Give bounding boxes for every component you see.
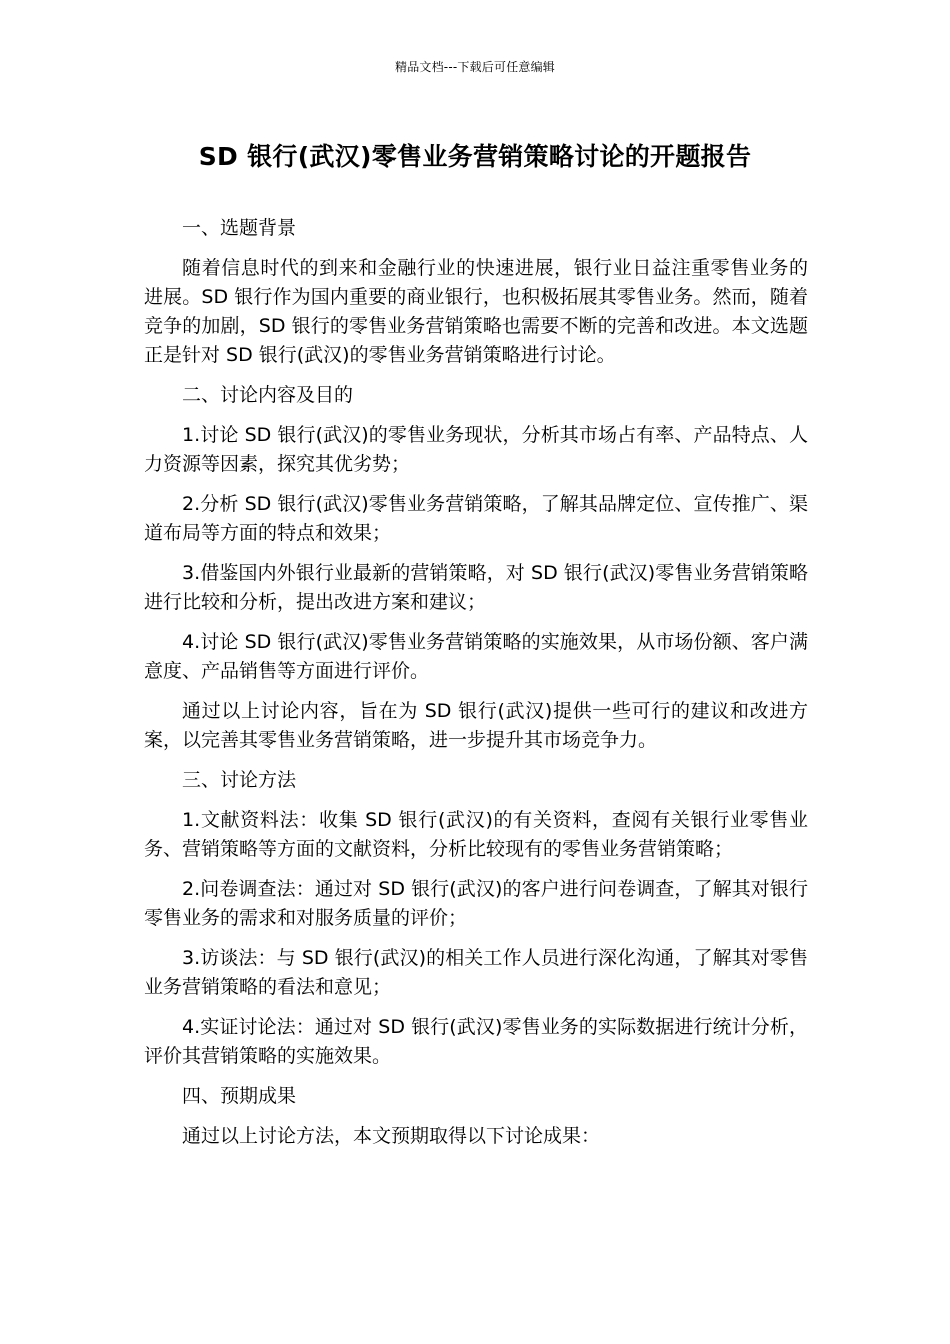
section-heading-expected-results: 四、预期成果 (182, 1085, 297, 1107)
method-item-1: 1.文献资料法：收集 SD 银行(武汉)的有关资料，查阅有关银行业零售业务、营销策略等方面的文献资料，分析比较现有的零售业务营销策略； (144, 809, 808, 860)
method-item-2: 2.问卷调查法：通过对 SD 银行(武汉)的客户进行问卷调查，了解其对银行零售业务的需求和对服务质量的评价； (144, 878, 808, 929)
method-item-4: 4.实证讨论法：通过对 SD 银行(武汉)零售业务的实际数据进行统计分析，评价其营销策略的实施效果。 (144, 1016, 808, 1067)
content-item-1: 1.讨论 SD 银行(武汉)的零售业务现状，分析其市场占有率、产品特点、人力资源等因素，探究其优劣势； (144, 424, 808, 475)
method-item-3: 3.访谈法：与 SD 银行(武汉)的相关工作人员进行深化沟通，了解其对零售业务营销策略的看法和意见； (144, 947, 808, 998)
section-heading-content-purpose: 二、讨论内容及目的 (182, 384, 354, 406)
paragraph-expected-results: 通过以上讨论方法，本文预期取得以下讨论成果： (182, 1125, 601, 1147)
document-body (144, 214, 808, 1162)
section-heading-background: 一、选题背景 (182, 217, 297, 239)
header-note: 精品文档---下载后可任意编辑 (395, 60, 555, 74)
content-item-4: 4.讨论 SD 银行(武汉)零售业务营销策略的实施效果，从市场份额、客户满意度、产品销售等方面进行评价。 (144, 631, 808, 682)
paragraph-purpose-summary: 通过以上讨论内容，旨在为 SD 银行(武汉)提供一些可行的建议和改进方案，以完善其零售业务营销策略，进一步提升其市场竞争力。 (144, 700, 808, 751)
paragraph-background: 随着信息时代的到来和金融行业的快速进展，银行业日益注重零售业务的进展。SD 银行作为国内重要的商业银行，也积极拓展其零售业务。然而，随着竞争的加剧，SD 银行的零售业务营销策略也需要不断的完善和改进。本文选题正是针对 SD 银行(武汉)的零售业务营销策略进行讨论。 (144, 257, 808, 366)
content-item-3: 3.借鉴国内外银行业最新的营销策略，对 SD 银行(武汉)零售业务营销策略进行比较和分析，提出改进方案和建议； (144, 562, 808, 613)
content-item-2: 2.分析 SD 银行(武汉)零售业务营销策略，了解其品牌定位、宣传推广、渠道布局等方面的特点和效果； (144, 493, 808, 544)
document-title: SD 银行(武汉)零售业务营销策略讨论的开题报告 (198, 142, 752, 171)
section-heading-methods: 三、讨论方法 (182, 769, 297, 791)
